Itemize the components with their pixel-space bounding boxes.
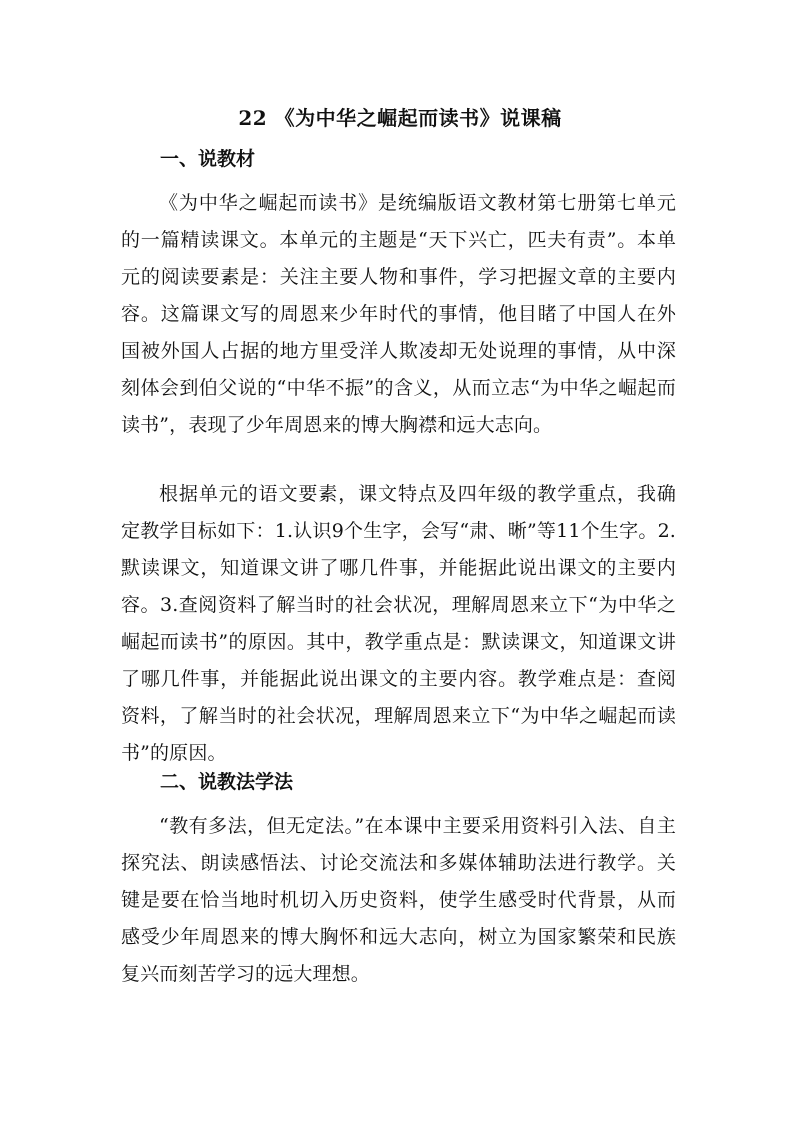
document-title: 22 《为中华之崛起而读书》说课稿 [238,106,562,130]
paragraph-teaching-methods: “教有多法，但无定法。”在本课中主要采用资料引入法、自主探究法、朗读感悟法、讨论交流法和多媒体辅助法进行教学。关键是要在恰当地时机切入历史资料，使学生感受时代背景，从而感受少年周恩来的博大胸怀和远大志向，树立为国家繁荣和民族复兴而刻苦学习的远大理想。 [121,815,676,985]
paragraph-teaching-material-intro: 《为中华之崛起而读书》是统编版语文教材第七册第七单元的一篇精读课文。本单元的主题是“天下兴亡，匹夫有责”。本单元的阅读要素是：关注主要人物和事件，学习把握文章的主要内容。这篇课文写的周恩来少年时代的事情，他目睹了中国人在外国被外国人占据的地方里受洋人欺凌却无处说理的事情，从中深刻体会到伯父说的“中华不振”的含义，从而立志“为中华之崛起而读书”，表现了少年周恩来的博大胸襟和远大志向。 [121,192,676,436]
section-heading-teaching-methods: 二、说教法学法 [160,771,294,793]
paragraph-teaching-objectives: 根据单元的语文要素，课文特点及四年级的教学重点，我确定教学目标如下：1.认识9个生字，会写“肃、晰”等11个生字。2.默读课文，知道课文讲了哪几件事，并能据此说出课文的主要内容。3.查阅资料了解当时的社会状况，理解周恩来立下“为中华之崛起而读书”的原因。其中，教学重点是：默读课文，知道课文讲了哪几件事，并能据此说出课文的主要内容。教学难点是：查阅资料，了解当时的社会状况，理解周恩来立下“为中华之崛起而读书”的原因。 [121,483,676,764]
section-heading-teaching-material: 一、说教材 [160,148,256,170]
